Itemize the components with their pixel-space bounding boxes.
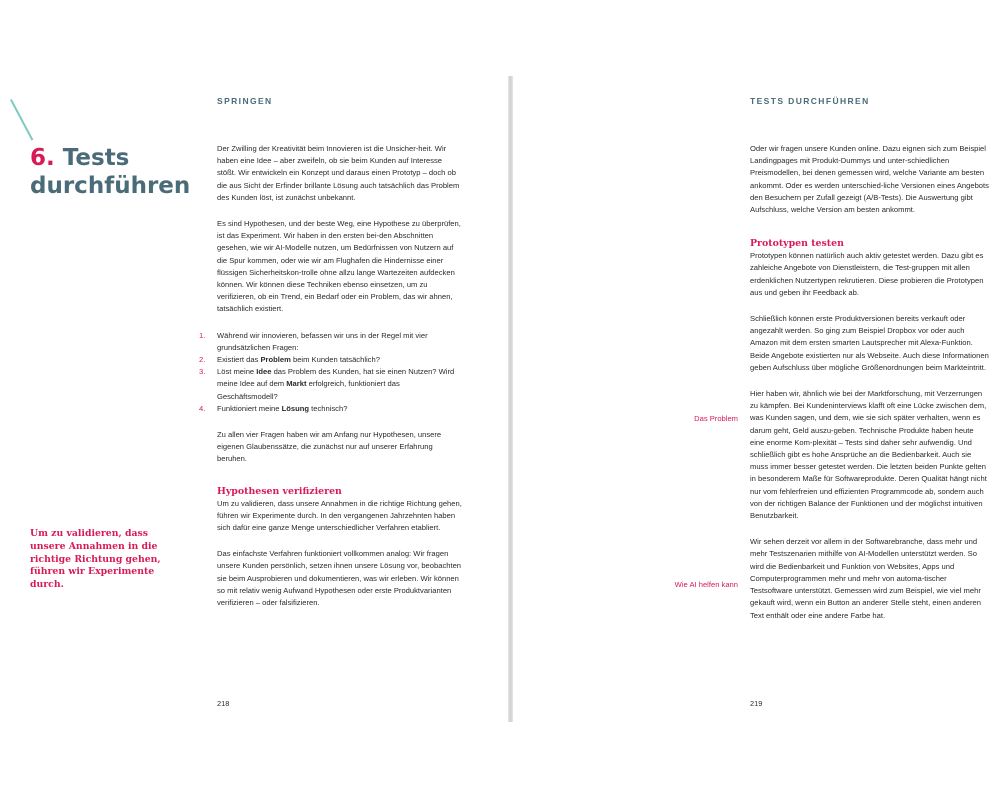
- paragraph: Prototypen können natürlich auch aktiv getestet werden. Dazu gibt es zahleiche Angebote von Dienstleistern, die Test-gruppen mit allen erdenklichen Nutzertypen rekrutieren. Diese probieren die Prototypen aus und geben ihr Feedback ab.: [750, 251, 984, 297]
- list-item: [199, 403, 462, 415]
- list-item-text: erfolgreich, funktioniert das Geschäftsmodell?: [217, 379, 400, 401]
- pull-quote: Um zu validieren, dass unsere Annahmen in die richtige Richtung gehen, führen wir Experimente durch.: [30, 528, 161, 591]
- running-header-left: SPRINGEN: [217, 96, 273, 106]
- margin-note-problem: Das Problem: [694, 414, 738, 423]
- list-item-text: Existiert das: [217, 355, 261, 365]
- question-list: [199, 330, 462, 415]
- subheading: Prototypen testen: [750, 238, 844, 250]
- paragraph: Schließlich können erste Produktversionen bereits verkauft oder angezahlt werden. So ging zum Beispiel Dropbox vor oder auch Amazon mit dem ersten smarten Lautsprecher mit Alexa-Funktion. Beide Angebote existierten nur als Webseite. Auch diese Informationen geben Aufschluss über mögliche Größenordnungen beim Markteintritt.: [750, 314, 989, 372]
- list-number: 2.: [199, 355, 206, 365]
- left-text-column: [199, 143, 462, 623]
- paragraph: Hier haben wir, ähnlich wie bei der Marktforschung, mit Verzerrungen zu kämpfen. Bei Kundeninterviews klafft oft eine Lücke zwischen dem, was Kunden sagen, und dem, wie sie sich später verhalten, wenn es darum geht, Geld auszu-geben. Technische Produkte haben heute eine enorme Kom-plexität – Tests sind daher sehr aufwendig. Und schließlich gibt es hohe Ansprüche an die Bedienbarkeit. Auch sie muss immer besser getestet werden. Die letzten beiden Punkte gelten in besonderem Maße für Softwareprodukte. Deren Qualität hängt nicht nur vom fehlerfreien und effizienten Programmcode ab, sondern auch von der richtigen Balance der Funktionen und der möglichst intuitiven Benutzbarkeit.: [750, 389, 987, 521]
- paragraph: Oder wir fragen unsere Kunden online. Dazu eignen sich zum Beispiel Landingpages mit Produkt-Dummys und unter-schiedlichen Preismodellen, bei denen gemessen wird, welche Variante am besten ankommt. Oder es werden unterschied-liche Versionen eines Angebots den Besuchern per Zufall gezeigt (A/B-Tests). Die Auswertung gibt Aufschluss, welche Version am besten ankommt.: [750, 144, 989, 215]
- list-item: [199, 366, 462, 403]
- chapter-title-line1: Tests: [62, 145, 130, 171]
- page-number-left: 218: [217, 699, 230, 708]
- list-item-text: Löst meine: [217, 367, 257, 377]
- list-item-text: beim Kunden tatsächlich?: [290, 355, 380, 365]
- page-number-right: 219: [750, 699, 763, 708]
- margin-note-ai: Wie AI helfen kann: [674, 580, 738, 589]
- right-text-column: [750, 143, 990, 636]
- right-page: [513, 0, 1000, 800]
- list-item-emphasis: Idee: [256, 367, 272, 377]
- chapter-title-line2: durchführen: [30, 173, 191, 199]
- paragraph: Das einfachste Verfahren funktioniert vollkommen analog: Wir fragen unsere Kunden persönlich, setzen ihnen unsere Lösung vor, beobachten sie beim Ausprobieren und dokumentieren, was wir erleben. Wir können so mit relativ wenig Aufwand Hypothesen oder erste Produktvarianten verifizieren – oder falsifizieren.: [217, 549, 462, 608]
- list-item-text: das Problem des Kunden, hat sie einen Nutzen? Wird meine Idee auf dem: [217, 367, 455, 389]
- paragraph: Zu allen vier Fragen haben wir am Anfang nur Hypothesen, unsere eigenen Glaubenssätze, die zunächst nur auf unserer Erfahrung beruhen.: [217, 430, 442, 464]
- list-number: 3.: [199, 367, 206, 377]
- paragraph: Wir sehen derzeit vor allem in der Softwarebranche, dass mehr und mehr Testszenarien mithilfe von AI-Modellen unterstützt werden. So wird die Bedienbarkeit und Funktion von Websites, Apps und Computerprogrammen mehr und mehr von automa-tischer Testsoftware unterstützt. Gemessen wird zum Beispiel, wie viel mehr gekauft wird, wenn ein Button an anderer Stelle steht, einen anderen Text enthält oder eine andere Farbe hat.: [750, 537, 981, 620]
- list-item-emphasis: Problem: [260, 355, 291, 365]
- list-item-emphasis: Lösung: [281, 403, 309, 413]
- list-item-text: Funktioniert meine: [217, 403, 282, 413]
- paragraph: Der Zwilling der Kreativität beim Innovieren ist die Unsicher-heit. Wir haben eine Idee – aber zweifeln, ob sie beim Kunden auf Interesse stößt. Wir entwickeln ein Konzept und daraus einen Prototyp – doch ob die aus Sicht der Erfinder brillante Lösung auch tatsächlich das Problem des Kunden löst, ist zunächst unbekannt.: [217, 144, 460, 202]
- decorative-line: [10, 99, 33, 141]
- paragraph: Es sind Hypothesen, und der beste Weg, eine Hypothese zu überprüfen, ist das Experiment. Wir haben in den ersten bei-den Abschnitten gesehen, wie wir AI-Modelle nutzen, um Bedürfnissen von Nutzern auf die Spur kommen, oder wie wir am Flughafen die Hindernisse einer flüssigen Sicherheitskon-trolle ohne allzu lange Wartezeiten aufdecken können. Wir können diese Techniken ebenso einsetzen, um zu verifizieren, ob ein Trend, ein Bedarf oder ein Problem, das wir ahnen, tatsächlich existiert.: [217, 219, 461, 314]
- list-item-text: Während wir innovieren, befassen wir uns in der Regel mit vier grundsätzlichen Fragen:: [217, 330, 428, 352]
- list-number: 4.: [199, 403, 206, 413]
- chapter-title: [30, 144, 215, 200]
- list-item-emphasis: Markt: [286, 379, 307, 389]
- subheading: Hypothesen verifizieren: [217, 485, 342, 497]
- list-item: [199, 354, 462, 366]
- chapter-number: 6.: [30, 145, 55, 171]
- list-number: 1.: [199, 330, 206, 340]
- list-item-text: technisch?: [309, 403, 348, 413]
- paragraph: Um zu validieren, dass unsere Annahmen in die richtige Richtung gehen, führen wir Experimente durch. In den vergangenen Jahrzehnten haben sich dafür eine ganze Menge unterschiedlicher Verfahren etabliert.: [217, 498, 462, 533]
- running-header-right: TESTS DURCHFÜHREN: [750, 96, 870, 106]
- list-item: [199, 330, 462, 354]
